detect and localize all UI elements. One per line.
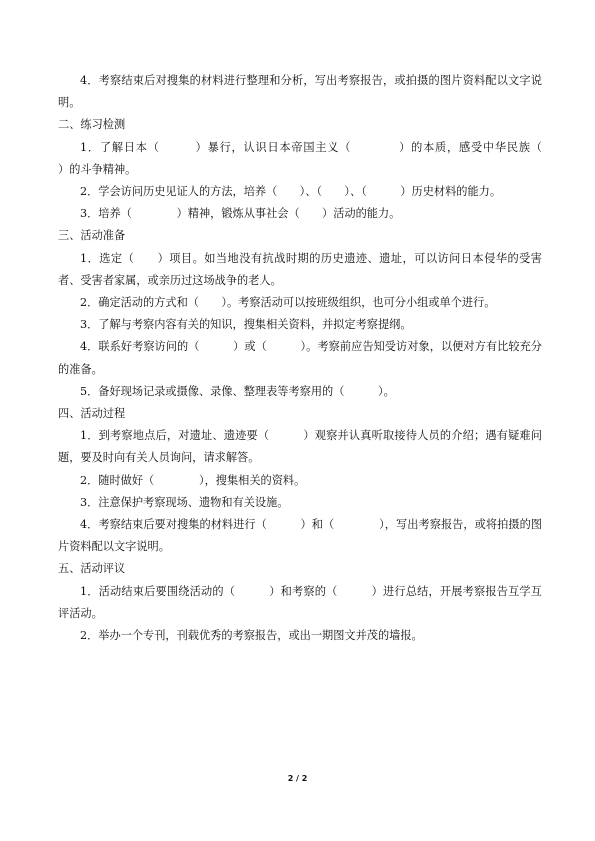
- paragraph-step-4-summary: 4．考察结束后对搜集的材料进行整理和分析，写出考察报告，或拍摄的图片资料配以文字说明。: [58, 74, 542, 110]
- practice-item-1: 1．了解日本（ ）暴行，认识日本帝国主义（ ）的本质，感受中华民族（ ）的斗争精神。: [58, 140, 576, 176]
- evaluation-item-1: 1．活动结束后要围绕活动的（ ）和考察的（ ）进行总结，开展考察报告互学互评活动。: [58, 584, 542, 620]
- preparation-item-2: 2．确定活动的方式和（ ）。考察活动可以按班级组织，也可分小组或单个进行。: [80, 296, 496, 310]
- preparation-item-3: 3．了解与考察内容有关的知识，搜集相关资料，并拟定考察提纲。: [80, 318, 412, 332]
- process-item-4: 4．考察结束后要对搜集的材料进行（ ）和（ ），写出考察报告，或将拍摄的图片资料配以文字说明。: [58, 518, 542, 554]
- page-number: 2 / 2: [287, 774, 308, 783]
- preparation-item-5: 5．备好现场记录或摄像、录像、整理表等考察用的（ ）。: [80, 384, 395, 398]
- section-heading-evaluation: 五、活动评议: [58, 562, 126, 576]
- section-heading-preparation: 三、活动准备: [58, 229, 126, 243]
- section-heading-process: 四、活动过程: [58, 407, 126, 421]
- preparation-item-4: 4．联系好考察访问的（ ）或（ ）。考察前应告知受访对象，以便对方有比较充分的准备。: [58, 340, 542, 376]
- process-item-3: 3．注意保护考察现场、遗物和有关设施。: [80, 495, 289, 509]
- section-heading-practice: 二、练习检测: [58, 118, 126, 132]
- process-item-1: 1．到考察地点后，对遗址、遗迹要（ ）观察并认真听取接待人员的介绍；遇有疑难问题，要及时向有关人员询问，请求解答。: [58, 429, 542, 465]
- document-body: [58, 70, 576, 647]
- practice-item-2: 2．学会访问历史见证人的方法，培养（ ）、（ ）、（ ）历史材料的能力。: [80, 185, 502, 199]
- evaluation-item-2: 2．举办一个专刊，刊载优秀的考察报告，或出一期图文并茂的墙报。: [80, 629, 423, 643]
- practice-item-3: 3．培养（ ）精神，锻炼从事社会（ ）活动的能力。: [80, 207, 401, 221]
- preparation-item-1: 1．选定（ ）项目。如当地没有抗战时期的历史遗迹、遗址，可以访问日本侵华的受害者、受害者家属，或亲历过这场战争的老人。: [58, 251, 542, 287]
- process-item-2: 2．随时做好（ ），搜集相关的资料。: [80, 473, 306, 487]
